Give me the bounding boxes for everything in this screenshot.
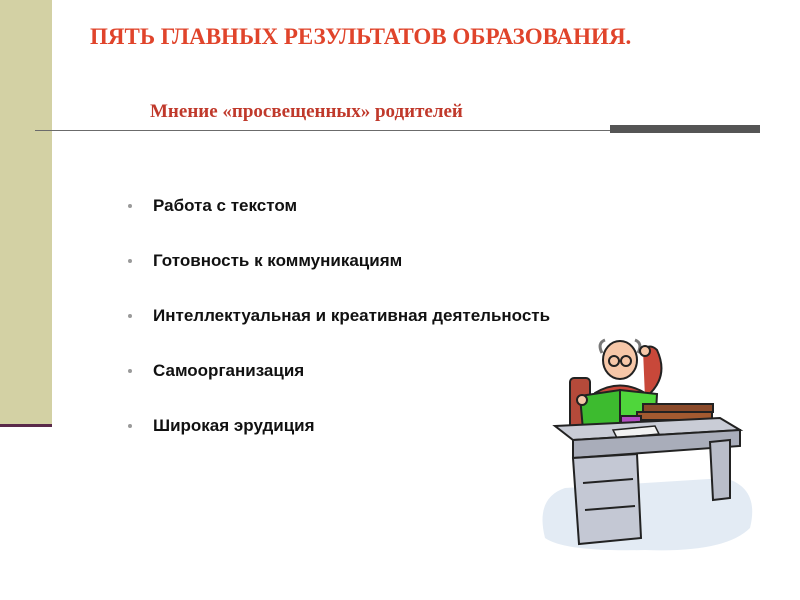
title-divider-accent: [610, 125, 760, 133]
bullet-list: [128, 178, 550, 453]
professor-reading-at-desk-icon: [525, 338, 765, 563]
bullet-item: [128, 343, 550, 398]
left-bar-bottom-edge: [0, 424, 52, 427]
title-divider-line: [35, 130, 610, 131]
slide-subtitle: Мнение «просвещенных» родителей: [150, 101, 463, 122]
slide-title: ПЯТЬ ГЛАВНЫХ РЕЗУЛЬТАТОВ ОБРАЗОВАНИЯ.: [90, 24, 632, 49]
bullet-item: [128, 398, 550, 453]
bullet-item: [128, 178, 550, 233]
bullet-item: [128, 233, 550, 288]
bullet-dot-icon: [128, 314, 132, 318]
bullet-text: Готовность к коммуникациям: [153, 250, 403, 270]
bullet-text: Интеллектуальная и креативная деятельность: [153, 305, 551, 325]
bullet-text: Самоорганизация: [153, 360, 305, 380]
bullet-dot-icon: [128, 204, 132, 208]
bullet-dot-icon: [128, 259, 132, 263]
bullet-item: [128, 288, 550, 343]
bullet-dot-icon: [128, 424, 132, 428]
left-decorative-bar: [0, 0, 52, 425]
bullet-text: Работа с текстом: [153, 195, 298, 215]
bullet-text: Широкая эрудиция: [153, 415, 315, 435]
bullet-dot-icon: [128, 369, 132, 373]
